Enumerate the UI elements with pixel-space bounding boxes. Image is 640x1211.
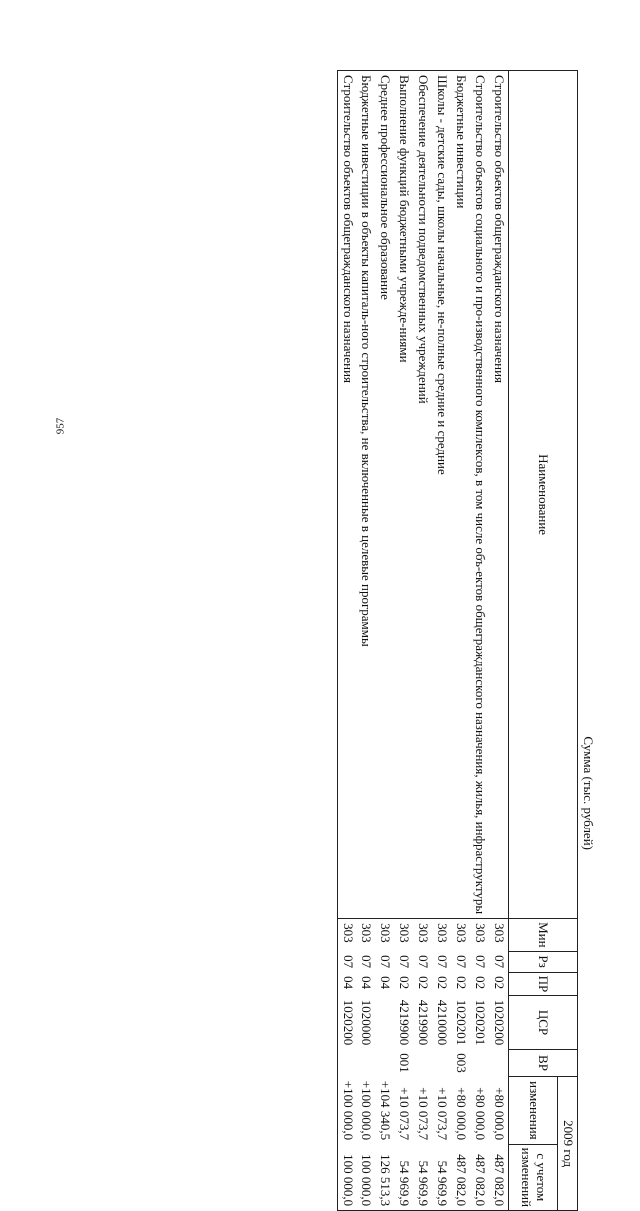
cell-min: 303 bbox=[454, 923, 470, 943]
cell-csr bbox=[376, 996, 395, 1050]
table-row bbox=[337, 71, 356, 1211]
cell-total: 487 082,0 bbox=[451, 1144, 470, 1211]
cell-total: 126 513,3 bbox=[376, 1144, 395, 1211]
table-row bbox=[489, 71, 508, 1211]
cell-total: 54 969,9 bbox=[432, 1144, 451, 1211]
cell-total: 100 000,0 bbox=[337, 1144, 356, 1211]
cell-change: +104 340,5 bbox=[378, 1080, 394, 1141]
table-row bbox=[432, 71, 451, 1211]
cell-name: Бюджетные инвестиции bbox=[451, 71, 470, 919]
cell-pr: 04 bbox=[378, 976, 394, 990]
cell-pr: 02 bbox=[454, 976, 470, 990]
cell-total: 54 969,9 bbox=[413, 1144, 432, 1211]
table-body bbox=[337, 71, 508, 1211]
header-changes: изменения bbox=[509, 1077, 558, 1144]
cell-min: 303 bbox=[473, 923, 489, 943]
cell-rz: 07 bbox=[473, 955, 489, 969]
cell-name: Среднее профессиональное образование bbox=[376, 71, 395, 919]
cell-min: 303 bbox=[359, 923, 375, 943]
cell-csr: 1020201 bbox=[473, 999, 489, 1046]
cell-rz: 07 bbox=[378, 955, 394, 969]
cell-csr: 4210000 bbox=[435, 999, 451, 1046]
table-row bbox=[451, 71, 470, 1211]
cell-change: +10 073,7 bbox=[435, 1087, 451, 1141]
cell-min: 303 bbox=[435, 923, 451, 943]
cell-vr: 003 bbox=[454, 1053, 470, 1073]
cell-total: 100 000,0 bbox=[357, 1144, 376, 1211]
budget-table bbox=[337, 70, 578, 1211]
cell-total: 487 082,0 bbox=[489, 1144, 508, 1211]
table-row bbox=[394, 71, 413, 1211]
cell-name: Выполнение функций бюджетными учрежде-ниями bbox=[394, 71, 413, 919]
cell-vr bbox=[413, 1049, 432, 1077]
table-row bbox=[357, 71, 376, 1211]
header-csr: ЦСР bbox=[509, 996, 578, 1050]
cell-pr: 02 bbox=[416, 976, 432, 990]
cell-name: Строительство объектов социального и про-изводственного комплексов, в том числе объ-ектов общегражданского назначения, жилья, инфраструктуры bbox=[470, 71, 489, 919]
cell-pr: 02 bbox=[435, 976, 451, 990]
cell-change: +100 000,0 bbox=[359, 1080, 375, 1141]
cell-change: +100 000,0 bbox=[337, 1077, 356, 1144]
cell-pr: 04 bbox=[337, 972, 356, 996]
cell-rz: 07 bbox=[397, 955, 413, 969]
cell-vr bbox=[470, 1049, 489, 1077]
header-name: Наименование bbox=[509, 71, 578, 919]
page-number: 957 bbox=[54, 417, 67, 435]
cell-vr bbox=[376, 1049, 395, 1077]
cell-vr bbox=[337, 1049, 356, 1077]
cell-change: +10 073,7 bbox=[416, 1087, 432, 1141]
cell-total: 54 969,9 bbox=[394, 1144, 413, 1211]
cell-pr: 02 bbox=[397, 976, 413, 990]
cell-min: 303 bbox=[337, 919, 356, 951]
cell-min: 303 bbox=[416, 923, 432, 943]
header-min: Мин bbox=[509, 919, 578, 951]
units-label: Сумма (тыс. рублей) bbox=[581, 736, 596, 850]
cell-csr: 1020000 bbox=[359, 999, 375, 1046]
cell-change: +80 000,0 bbox=[473, 1087, 489, 1141]
header-pr: ПР bbox=[509, 972, 578, 996]
cell-vr bbox=[489, 1049, 508, 1077]
cell-total: 487 082,0 bbox=[470, 1144, 489, 1211]
cell-csr: 1020201 bbox=[454, 999, 470, 1046]
cell-csr: 1020200 bbox=[337, 996, 356, 1050]
cell-name: Строительство объектов общегражданского назначения bbox=[489, 71, 508, 919]
table-row bbox=[470, 71, 489, 1211]
cell-csr: 4219900 bbox=[397, 999, 413, 1046]
cell-rz: 07 bbox=[454, 955, 470, 969]
cell-rz: 07 bbox=[337, 951, 356, 972]
cell-rz: 07 bbox=[435, 955, 451, 969]
cell-min: 303 bbox=[378, 923, 394, 943]
cell-rz: 07 bbox=[492, 955, 508, 969]
table-row bbox=[376, 71, 395, 1211]
table-row bbox=[413, 71, 432, 1211]
cell-vr: 001 bbox=[397, 1053, 413, 1073]
cell-csr: 4219900 bbox=[416, 999, 432, 1046]
cell-name: Школы - детские сады, школы начальные, не-полные средние и средние bbox=[432, 71, 451, 919]
cell-change: +10 073,7 bbox=[397, 1087, 413, 1141]
cell-pr: 02 bbox=[473, 976, 489, 990]
cell-name: Бюджетные инвестиции в объекты капиталь-ного строительства, не включенные в целевые программы bbox=[357, 71, 376, 919]
cell-pr: 04 bbox=[359, 976, 375, 990]
cell-name: Обеспечение деятельности подведомственных учреждений bbox=[413, 71, 432, 919]
cell-rz: 07 bbox=[359, 955, 375, 969]
cell-min: 303 bbox=[492, 923, 508, 943]
cell-change: +80 000,0 bbox=[492, 1087, 508, 1141]
rotated-page-content bbox=[150, 70, 596, 1208]
cell-min: 303 bbox=[397, 923, 413, 943]
header-vr: ВР bbox=[509, 1049, 578, 1077]
cell-vr bbox=[432, 1049, 451, 1077]
cell-csr: 1020200 bbox=[492, 999, 508, 1046]
cell-pr: 02 bbox=[492, 976, 508, 990]
cell-rz: 07 bbox=[416, 955, 432, 969]
cell-vr bbox=[357, 1049, 376, 1077]
header-year: 2009 год bbox=[558, 1077, 578, 1211]
cell-name: Строительство объектов общегражданского назначения bbox=[337, 71, 356, 919]
cell-change: +80 000,0 bbox=[454, 1087, 470, 1141]
header-rz: Рз bbox=[509, 951, 578, 972]
header-with-changes: с учетом изменений bbox=[509, 1144, 558, 1211]
